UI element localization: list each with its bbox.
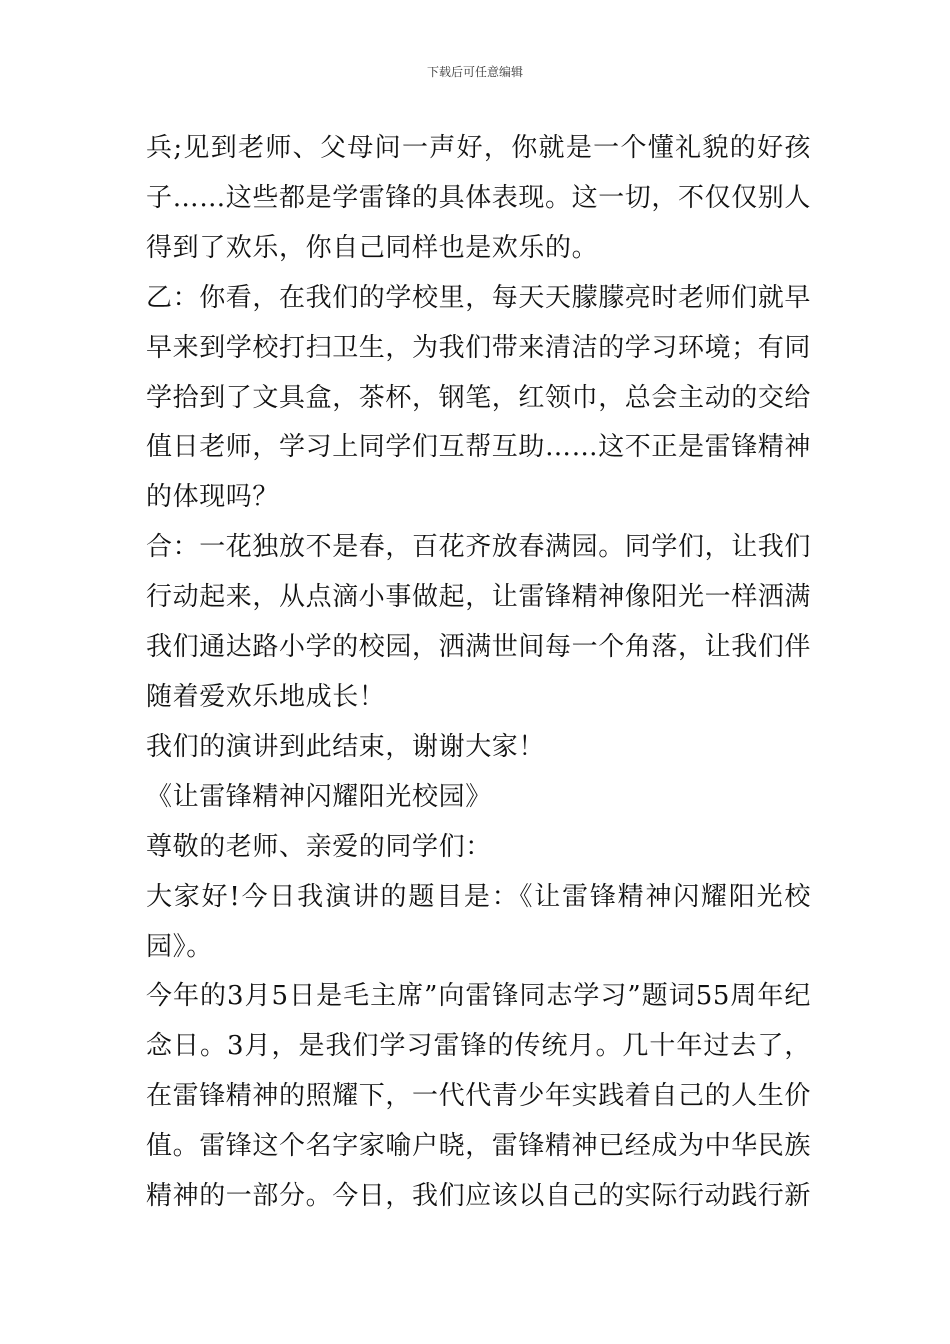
document-body	[146, 124, 811, 1222]
salutation: 尊敬的老师、亲爱的同学们：	[146, 831, 492, 862]
paragraph-continuation: 兵;见到老师、父母问一声好，你就是一个懂礼貌的好孩子……这些都是学雷锋的具体表现。这一切，不仅仅别人得到了欢乐，你自己同样也是欢乐的。	[146, 133, 812, 263]
paragraph-yi: 乙：你看，在我们的学校里，每天天朦朦亮时老师们就早早来到学校打扫卫生，为我们带来清洁的学习环境；有同学拾到了文具盒，茶杯，钢笔，红领巾，总会主动的交给值日老师，学习上同学们互帮互助……这不正是雷锋精神的体现吗？	[146, 282, 812, 513]
page-header: 下载后可任意编辑	[426, 65, 523, 79]
paragraph-closing: 我们的演讲到此结束，谢谢大家！	[146, 731, 546, 762]
paragraph-greeting: 大家好!今日我演讲的题目是：《让雷锋精神闪耀阳光校园》。	[146, 881, 811, 962]
paragraph-body: 今年的3月5日是毛主席”向雷锋同志学习”题词55周年纪念日。3月，是我们学习雷锋的传统月。几十年过去了，在雷锋精神的照耀下，一代代青少年实践着自己的人生价值。雷锋这个名字家喻户晓，雷锋精神已经成为中华民族精神的一部分。今日，我们应该以自己的实际行动践行新	[146, 981, 812, 1212]
speech-title: 《让雷锋精神闪耀阳光校园》	[146, 781, 492, 812]
paragraph-he: 合：一花独放不是春，百花齐放春满园。同学们，让我们行动起来，从点滴小事做起，让雷锋精神像阳光一样洒满我们通达路小学的校园，洒满世间每一个角落，让我们伴随着爱欢乐地成长！	[146, 532, 812, 712]
